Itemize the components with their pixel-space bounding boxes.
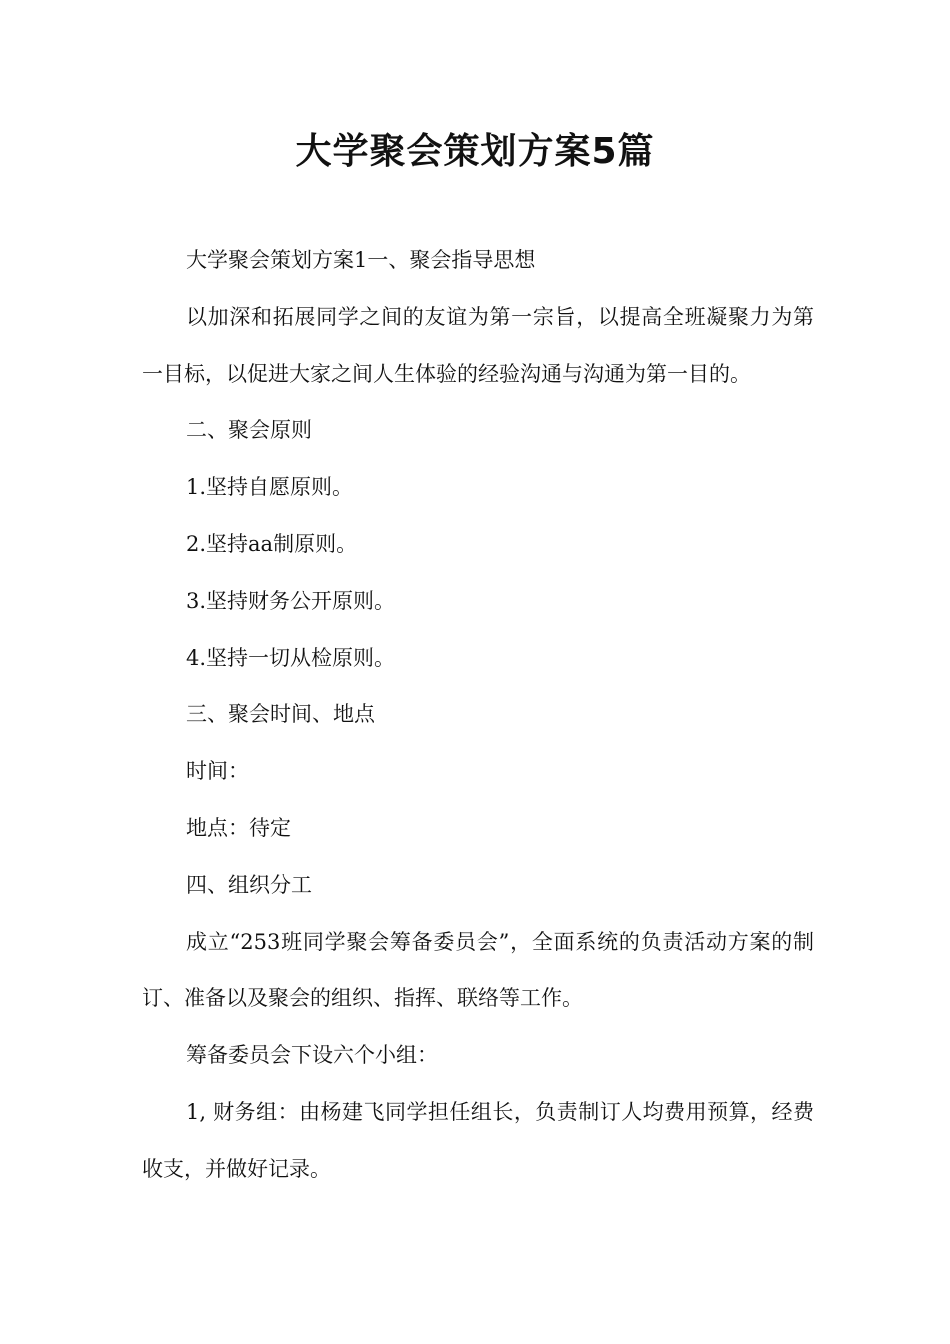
- paragraph-principle-4: 4.坚持一切从检原则。: [186, 645, 396, 670]
- paragraph-time: 时间：: [186, 759, 249, 784]
- paragraph-groups: 筹备委员会下设六个小组：: [186, 1043, 438, 1068]
- paragraph-guiding-ideology-heading: 大学聚会策划方案1一、聚会指导思想: [186, 248, 536, 272]
- paragraph-principles-heading: 二、聚会原则: [186, 418, 312, 443]
- document-body: [142, 232, 814, 1198]
- paragraph-organization-heading: 四、组织分工: [186, 872, 312, 897]
- paragraph-principle-2: 2.坚持aa制原则。: [186, 531, 358, 556]
- paragraph-committee: 成立“253班同学聚会筹备委员会”，全面系统的负责活动方案的制订、准备以及聚会的组织、指挥、联络等工作。: [142, 929, 814, 1011]
- paragraph-principle-1: 1.坚持自愿原则。: [186, 475, 354, 500]
- paragraph-guiding-ideology: 以加深和拓展同学之间的友谊为第一宗旨，以提高全班凝聚力为第一目标，以促进大家之间人生体验的经验沟通与沟通为第一目的。: [142, 304, 814, 386]
- paragraph-place: 地点：待定: [186, 815, 291, 840]
- document-title: 大学聚会策划方案5篇: [295, 131, 655, 173]
- paragraph-finance-group: 1, 财务组：由杨建飞同学担任组长，负责制订人均费用预算，经费收支，并做好记录。: [142, 1099, 814, 1181]
- paragraph-principle-3: 3.坚持财务公开原则。: [186, 588, 396, 613]
- paragraph-time-place-heading: 三、聚会时间、地点: [186, 702, 375, 727]
